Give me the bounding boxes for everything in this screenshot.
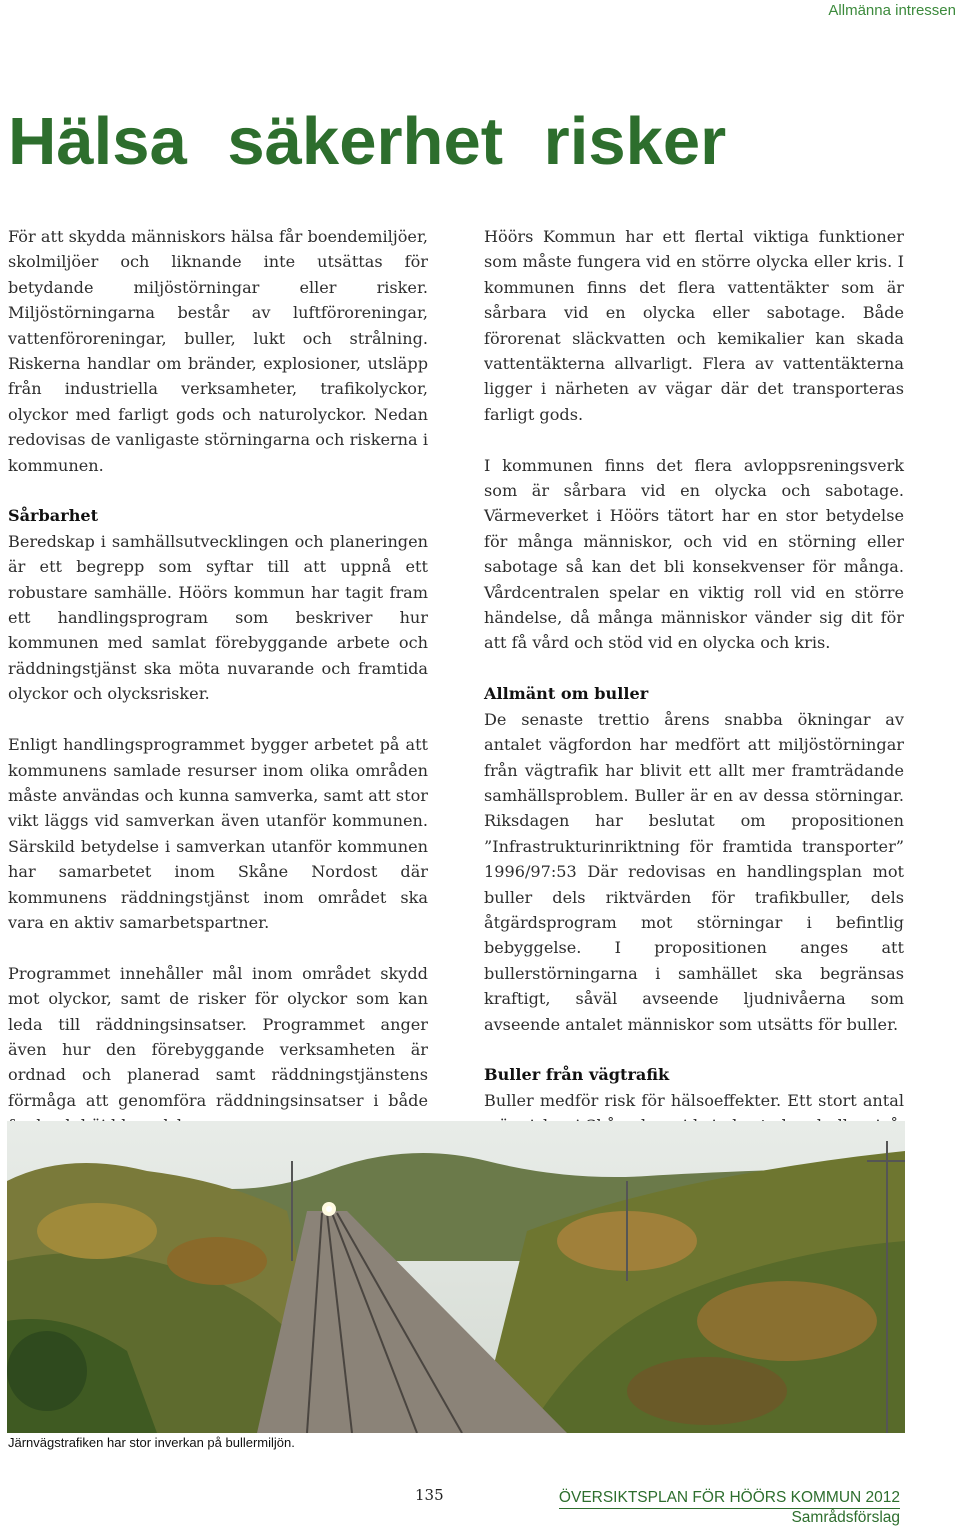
heading-allmant-om-buller: Allmänt om buller [484,684,649,704]
avloppsreningsverk-paragraph: I kommunen finns det flera avloppsreningsverk som är sårbara vid en olycka och sabotage. Värmeverket i Höörs tätort har en stor betydelse för många människor, och vid en störning eller sabotage så kan det bli konsekvenser för många. Vårdcentralen spelar en viktig roll vid en större händelse, då många människor vänder sig dit för att få vård och stöd vid en olycka och kris. [484,455,904,653]
funktioner-paragraph: Höörs Kommun har ett flertal viktiga funktioner som måste fungera vid en större olycka eller kris. I kommunen finns det flera vattentäkter som är sårbara vid en olycka eller sabotage. Både förorenat släckvatten och kemikalier kan skada vattentäkterna allvarligt. Flera av vattentäkterna ligger i närheten av vägar där det transporteras farligt gods. [484,227,904,424]
photo-caption: Järnvägstrafiken har stor inverkan på bullermiljön. [8,1435,295,1450]
left-column [8,224,428,1164]
heading-buller-fran-vagtrafik: Buller från vägtrafik [484,1065,670,1085]
right-column [484,224,904,1164]
sarbarhet-paragraph: Beredskap i samhällsutvecklingen och planeringen är ett begrepp som syftar till att uppnå ett robustare samhälle. Höörs kommun har tagit fram ett handlingsprogram som beskriver hur kommunen med samlat förebyggande arbete och räddningstjänst ska möta nuvarande och framtida olyckor och olycksrisker. [8,531,428,704]
page-number: 135 [415,1486,444,1504]
plan-title: ÖVERSIKTSPLAN FÖR HÖÖRS KOMMUN 2012 [559,1489,900,1509]
handlingsprogram-paragraph: Enligt handlingsprogrammet bygger arbetet på att kommunens samlade resurser inom olika områden måste användas och kunna samverka, samt att stor vikt läggs vid samverkan även utanför kommunen. Särskild betydelse i samverkan utanför kommunen har samarbetet inom Skåne Nordost där kommunens räddningstjänst inom området ska vara en aktiv samarbetspartner. [8,735,428,932]
vagtrafik-paragraph: Buller medför risk för hälsoeffekter. Ett stort antal [484,1090,904,1110]
section-header: Allmänna intressen [828,2,956,19]
footer [559,1489,900,1527]
railway-photo [7,1121,905,1433]
programmet-paragraph: Programmet innehåller mål inom området skydd mot olyckor, samt de risker för olyckor som kan leda till räddningsinsatser. Programmet anger även hur den förebyggande verksamheten är ordnad och planerad samt räddningstjänstens förmåga att genomföra räddningsinsatser i både [8,963,428,1110]
railway-photo-illustration [7,1121,905,1433]
intro-paragraph: För att skydda människors hälsa får boendemiljöer, skolmiljöer och liknande inte utsättas för betydande miljöstörningar eller risker. Miljöstörningarna består av luftföroreningar, vattenföroreningar, buller, lukt och strålning. Riskerna handlar om bränder, explosioner, utsläpp från industriella verksamheter, trafikolyckor, olyckor med farligt gods och naturolyckor. Nedan redovisas de vanligaste störningarna och riskerna i kommunen. [8,227,428,475]
buller-paragraph: De senaste trettio årens snabba ökningar av antalet vägfordon har medfört att miljöstörningar från vägtrafik har blivit ett allt mer framträdande samhällsproblem. Buller är en av dessa störningar. Riksdagen har beslutat om propositionen ”Infrastrukturinriktning för framtida transporter” 1996/97:53 Där redovisas en handlingsplan mot buller dels riktvärden för trafikbuller, dels åtgärdsprogram mot störningar i befintlig bebyggelse. I propositionen anges att bullerstörningarna i samhället ska begränsas kraftigt, såväl avseende ljudnivåerna som avseende antalet människor som utsätts för buller. [484,709,904,1034]
heading-sarbarhet: Sårbarhet [8,506,99,526]
page-title: Hälsa säkerhet risker [8,104,727,179]
plan-subtitle: Samrådsförslag [791,1509,900,1526]
